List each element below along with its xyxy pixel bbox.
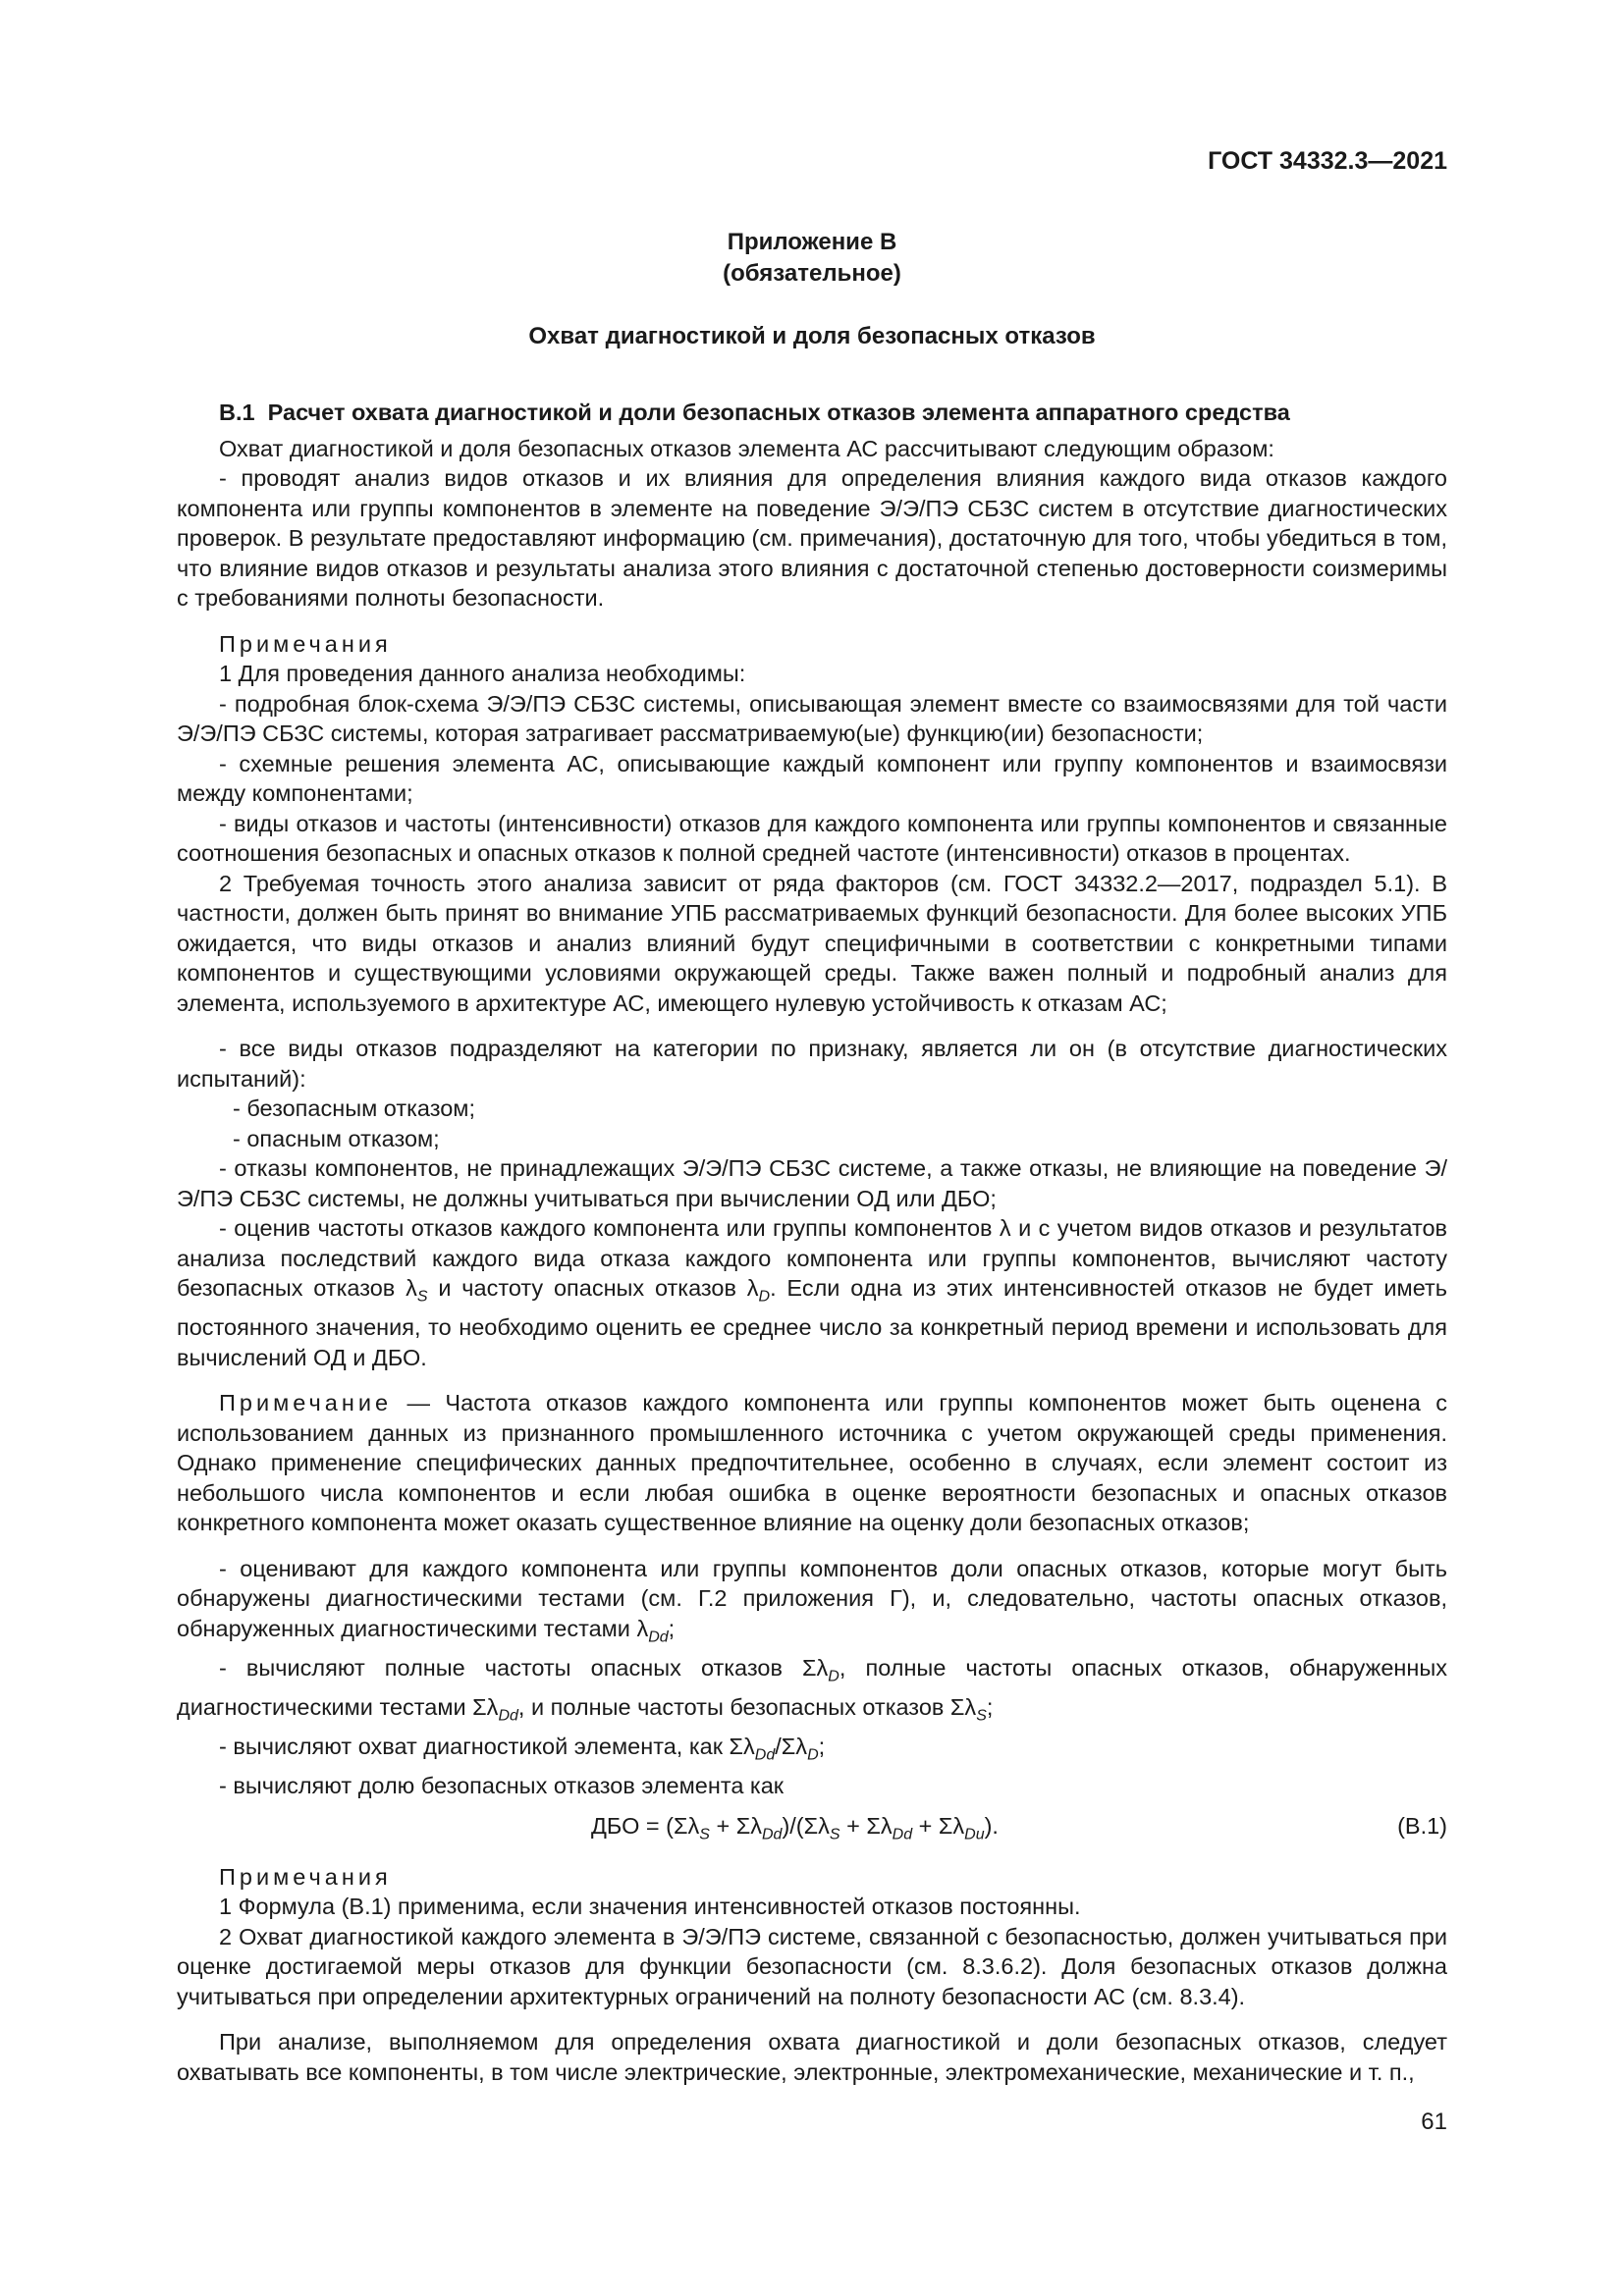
note-item: 2 Требуемая точность этого анализа зависит от ряда факторов (см. ГОСТ 34332.2—2017, подраздел 5.1). В частности, должен быть принят во внимание УПБ рассматриваемых функций безопасности. Для более высоких УПБ ожидается, что виды отказов и анализ влияний будут специфичными в соответствии с конкретными типами компонентов и существующими условиями окружающей среды. Также важен полный и подробный анализ для элемента, используемого в архитектуре АС, имеющего нулевую устойчивость к отказам АС;	[177, 870, 1447, 1016]
note-item: - схемные решения элемента АС, описывающие каждый компонент или группу компонентов и взаимосвязи между компонентами;	[177, 750, 1447, 806]
notes-label: Примечания	[219, 1863, 392, 1890]
notes-label: Примечания	[219, 630, 392, 657]
note-item: 1 Формула (В.1) применима, если значения интенсивностей отказов постоянны.	[219, 1894, 1081, 1920]
paragraph: - вычисляют полные частоты опасных отказов $\Sigma\lambda_D$, полные частоты опасных отказов, обнаруженных диагностическими тестами $\Sigma\lambda_{Dd}$, и полные частоты безопасных отказов $\Sigma\lambda_S$;	[177, 1654, 1448, 1725]
section-title: Расчет охвата диагностикой и доли безопасных отказов элемента аппаратного средства	[267, 400, 1290, 425]
note-label: Примечание	[219, 1390, 393, 1416]
document-body	[177, 398, 1447, 2087]
annex-title: Приложение В	[727, 229, 897, 255]
section-heading	[177, 398, 1447, 428]
list-item: - опасным отказом;	[233, 1125, 440, 1151]
note-paragraph: Примечание — Частота отказов каждого компонента или группы компонентов может быть оценена с использованием данных из признанного промышленного источника с учетом окружающей среды применения. Однако применение специфических данных предпочтительнее, особенно в случаях, если элемент состоит из небольшого числа компонентов и если любая ошибка в оценке вероятности безопасных и опасных отказов конкретного компонента может оказать существенное влияние на оценку доли безопасных отказов;	[177, 1390, 1447, 1536]
page-number: 61	[1421, 2109, 1447, 2135]
paragraph: - вычисляют охват диагностикой элемента, как $\Sigma\lambda_{Dd}/\Sigma\lambda_D$;	[219, 1734, 826, 1764]
note-item: 2 Охват диагностикой каждого элемента в Э/Э/ПЭ системе, связанной с безопасностью, должен учитываться при оценке достигаемой меры отказов для функции безопасности (см. 8.3.6.2). Доля безопасных отказов должна учитываться при определении архитектурных ограничений на полноту безопасности АС (см. 8.3.4).	[177, 1923, 1447, 2009]
paragraph: При анализе, выполняемом для определения охвата диагностикой и доли безопасных отказов, следует охватывать все компоненты, в том числе электрические, электронные, электромеханические, механические и т. п.,	[177, 2029, 1447, 2085]
annex-status: (обязательное)	[723, 260, 901, 287]
note-item: - подробная блок-схема Э/Э/ПЭ СБЗС системы, описывающая элемент вместе со взаимосвязями для той части Э/Э/ПЭ СБЗС системы, которая затрагивает рассматриваемую(ые) функцию(ии) безопасности;	[177, 690, 1447, 746]
note-item: - виды отказов и частоты (интенсивности) отказов для каждого компонента или группы компонентов и связанные соотношения безопасных и опасных отказов к полной средней частоте (интенсивности) отказов в процентах.	[177, 810, 1447, 866]
formula-b1	[177, 1811, 1447, 1846]
paragraph: - все виды отказов подразделяют на категории по признаку, является ли он (в отсутствие диагностических испытаний):	[177, 1036, 1447, 1092]
list-item: - безопасным отказом;	[233, 1095, 475, 1121]
paragraph: - проводят анализ видов отказов и их влияния для определения влияния каждого вида отказов каждого компонента или группы компонентов в элементе на поведение Э/Э/ПЭ СБЗС систем в отсутствие диагностических проверок. В результате предоставляют информацию (см. примечания), достаточную для того, чтобы убедиться в том, что влияние видов отказов и результаты анализа этого влияния с достаточной степенью достоверности соизмеримы с требованиями полноты безопасности.	[177, 465, 1447, 611]
formula-expression: ДБО = $(\Sigma\lambda_S + \Sigma\lambda_{Dd})/(\Sigma\lambda_S + \Sigma\lambda_{Dd} + \Sigma\lambda_{Du})$.	[591, 1812, 999, 1843]
document-code: ГОСТ 34332.3—2021	[1208, 147, 1447, 175]
formula-number: (В.1)	[1397, 1812, 1447, 1839]
paragraph: - вычисляют долю безопасных отказов элемента как	[219, 1773, 785, 1799]
paragraph: - оценив частоты отказов каждого компонента или группы компонентов λ и с учетом видов отказов и результатов анализа последствий каждого вида отказа каждого компонента или группы компонентов, вычисляют частоту безопасных отказов $\lambda_S$ и частоту опасных отказов $\lambda_D$. Если одна из этих интенсивностей отказов не будет иметь постоянного значения, то необходимо оценить ее среднее число за конкретный период времени и использовать для вычислений ОД и ДБО.	[177, 1215, 1447, 1370]
paragraph: - оценивают для каждого компонента или группы компонентов доли опасных отказов, которые могут быть обнаружены диагностическими тестами (см. Г.2 приложения Г), и, следовательно, частоты опасных отказов, обнаруженных диагностическими тестами $\lambda_{Dd}$;	[177, 1555, 1447, 1646]
paragraph: Охват диагностикой и доля безопасных отказов элемента АС рассчитывают следующим образом:	[219, 435, 1274, 461]
note-item: 1 Для проведения данного анализа необходимы:	[219, 661, 746, 686]
section-number: В.1	[219, 400, 255, 425]
annex-heading: Охват диагностикой и доля безопасных отказов	[528, 323, 1096, 349]
paragraph: - отказы компонентов, не принадлежащих Э/Э/ПЭ СБЗС системе, а также отказы, не влияющие на поведение Э/Э/ПЭ СБЗС системы, не должны учитываться при вычислении ОД или ДБО;	[177, 1155, 1447, 1211]
